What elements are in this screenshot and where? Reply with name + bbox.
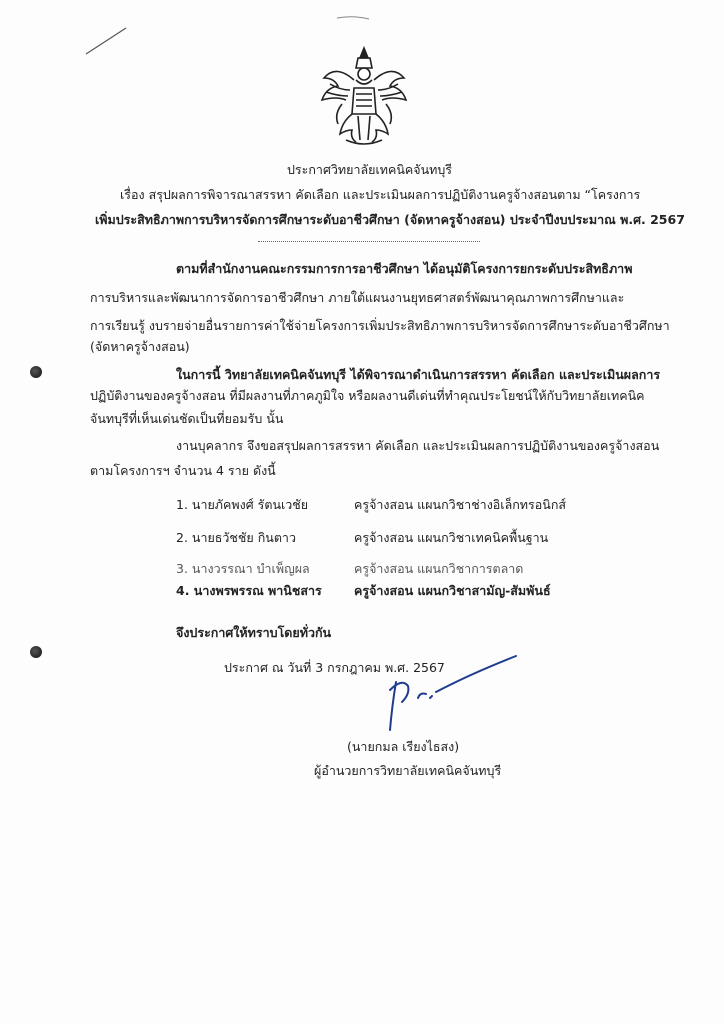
garuda-emblem xyxy=(316,44,412,148)
signer-name: (นายกมล เรียงไธสง) xyxy=(347,739,460,754)
punch-hole xyxy=(30,646,42,658)
closing-statement: จึงประกาศให้ทราบโดยทั่วกัน xyxy=(176,625,332,640)
para2-line1: ในการนี้ วิทยาลัยเทคนิคจันทบุรี ได้พิจารณาดำเนินการสรรหา คัดเลือก และประเมินผลการ xyxy=(176,367,661,382)
subject-line-1: เรื่อง สรุปผลการพิจารณาสรรหา คัดเลือก และประเมินผลการปฏิบัติงานครูจ้างสอนตาม “โครงการ xyxy=(120,187,641,202)
teacher-role: ครูจ้างสอน แผนกวิชาช่างอิเล็กทรอนิกส์ xyxy=(354,497,567,512)
announcement-date: ประกาศ ณ วันที่ 3 กรกฎาคม พ.ศ. 2567 xyxy=(224,660,445,675)
para1-line1: ตามที่สำนักงานคณะกรรมการการอาชีวศึกษา ได้อนุมัติโครงการยกระดับประสิทธิภาพ xyxy=(176,261,633,276)
teacher-name: 1. นายภัคพงศ์ รัตนเวชัย xyxy=(176,497,309,512)
para2-line3: จันทบุรีที่เห็นเด่นชัดเป็นที่ยอมรับ นั้น xyxy=(90,411,284,426)
separator-line xyxy=(258,241,480,242)
teacher-role: ครูจ้างสอน แผนกวิชาเทคนิคพื้นฐาน xyxy=(354,530,549,545)
para1-line4: (จัดหาครูจ้างสอน) xyxy=(90,339,190,354)
pen-mark xyxy=(336,14,370,22)
para2-line2: ปฏิบัติงานของครูจ้างสอน ที่มีผลงานที่ภาคภูมิใจ หรือผลงานดีเด่นที่ทำคุณประโยชน์ให้กับวิทยาลัยเทคนิค xyxy=(90,388,645,403)
signer-position: ผู้อำนวยการวิทยาลัยเทคนิคจันทบุรี xyxy=(314,763,502,778)
teacher-role: ครูจ้างสอน แผนกวิชาสามัญ-สัมพันธ์ xyxy=(354,583,551,598)
announcement-title: ประกาศวิทยาลัยเทคนิคจันทบุรี xyxy=(287,162,453,177)
para3-line1: งานบุคลากร จึงขอสรุปผลการสรรหา คัดเลือก และประเมินผลการปฏิบัติงานของครูจ้างสอน xyxy=(176,438,660,453)
teacher-role: ครูจ้างสอน แผนกวิชาการตลาด xyxy=(354,561,524,576)
teacher-name: 2. นายธวัชชัย กินตาว xyxy=(176,530,296,545)
para1-line3: การเรียนรู้ งบรายจ่ายอื่นรายการค่าใช้จ่ายโครงการเพิ่มประสิทธิภาพการบริหารจัดการศึกษาระดับอาชีวศึกษา xyxy=(90,318,670,333)
teacher-name: 3. นางวรรณา บำเพ็ญผล xyxy=(176,561,310,576)
punch-hole xyxy=(30,366,42,378)
signature xyxy=(370,654,520,734)
para3-line2: ตามโครงการฯ จำนวน 4 ราย ดังนี้ xyxy=(90,463,276,478)
teacher-name: 4. นางพรพรรณ พานิชสาร xyxy=(176,583,322,598)
subject-line-2: เพิ่มประสิทธิภาพการบริหารจัดการศึกษาระดับอาชีวศึกษา (จัดหาครูจ้างสอน) ประจำปีงบประมาณ พ.ศ. 2567 xyxy=(95,212,685,227)
pen-mark xyxy=(84,26,128,56)
para1-line2: การบริหารและพัฒนาการจัดการอาชีวศึกษา ภายใต้แผนงานยุทธศาสตร์พัฒนาคุณภาพการศึกษาและ xyxy=(90,290,625,305)
